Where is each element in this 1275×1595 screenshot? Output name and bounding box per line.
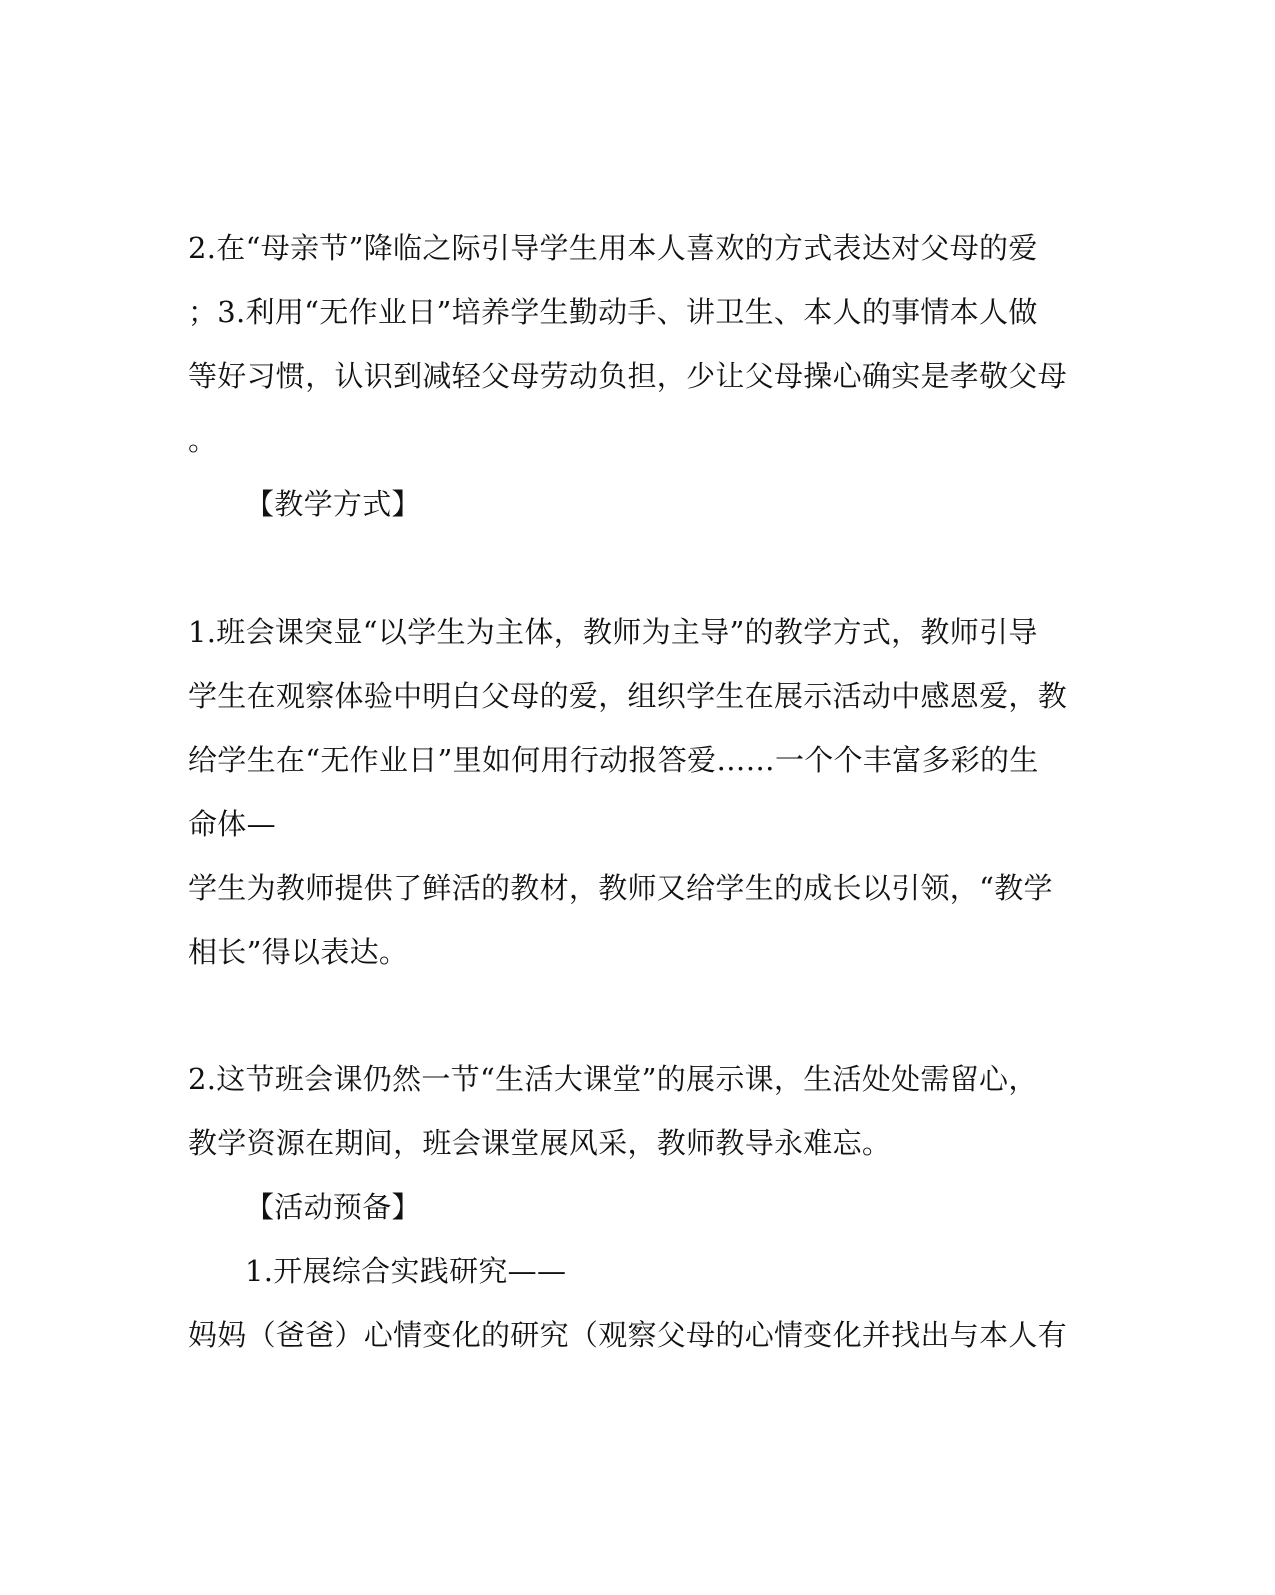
paragraph-line: 学生为教师提供了鲜活的教材，教师又给学生的成长以引领，“教学 xyxy=(188,871,1053,905)
paragraph-line: 相长”得以表达。 xyxy=(188,935,409,969)
paragraph-line: 学生在观察体验中明白父母的爱，组织学生在展示活动中感恩爱，教 xyxy=(188,679,1068,713)
paragraph-line: 。 xyxy=(188,423,218,457)
section-heading-teaching-method: 【教学方式】 xyxy=(245,487,421,521)
paragraph-line: 等好习惯，认识到减轻父母劳动负担，少让父母操心确实是孝敬父母 xyxy=(188,359,1068,393)
paragraph-line: 1.班会课突显“以学生为主体，教师为主导”的教学方式，教师引导 xyxy=(188,615,1038,649)
paragraph-line: 妈妈（爸爸）心情变化的研究（观察父母的心情变化并找出与本人有 xyxy=(188,1318,1068,1352)
section-heading-activity-preparation: 【活动预备】 xyxy=(245,1190,421,1224)
paragraph-line: 2.这节班会课仍然一节“生活大课堂”的展示课，生活处处需留心， xyxy=(188,1062,1038,1096)
paragraph-line: 2.在“母亲节”降临之际引导学生用本人喜欢的方式表达对父母的爱 xyxy=(188,231,1038,265)
paragraph-line: 命体— xyxy=(188,807,276,841)
paragraph-line: 给学生在“无作业日”里如何用行动报答爱……一个个丰富多彩的生 xyxy=(188,743,1039,777)
paragraph-line: 1.开展综合实践研究—— xyxy=(245,1254,567,1288)
paragraph-line: 教学资源在期间，班会课堂展风采，教师教导永难忘。 xyxy=(188,1126,892,1160)
paragraph-line: ；3.利用“无作业日”培养学生勤动手、讲卫生、本人的事情本人做 xyxy=(188,295,1038,329)
